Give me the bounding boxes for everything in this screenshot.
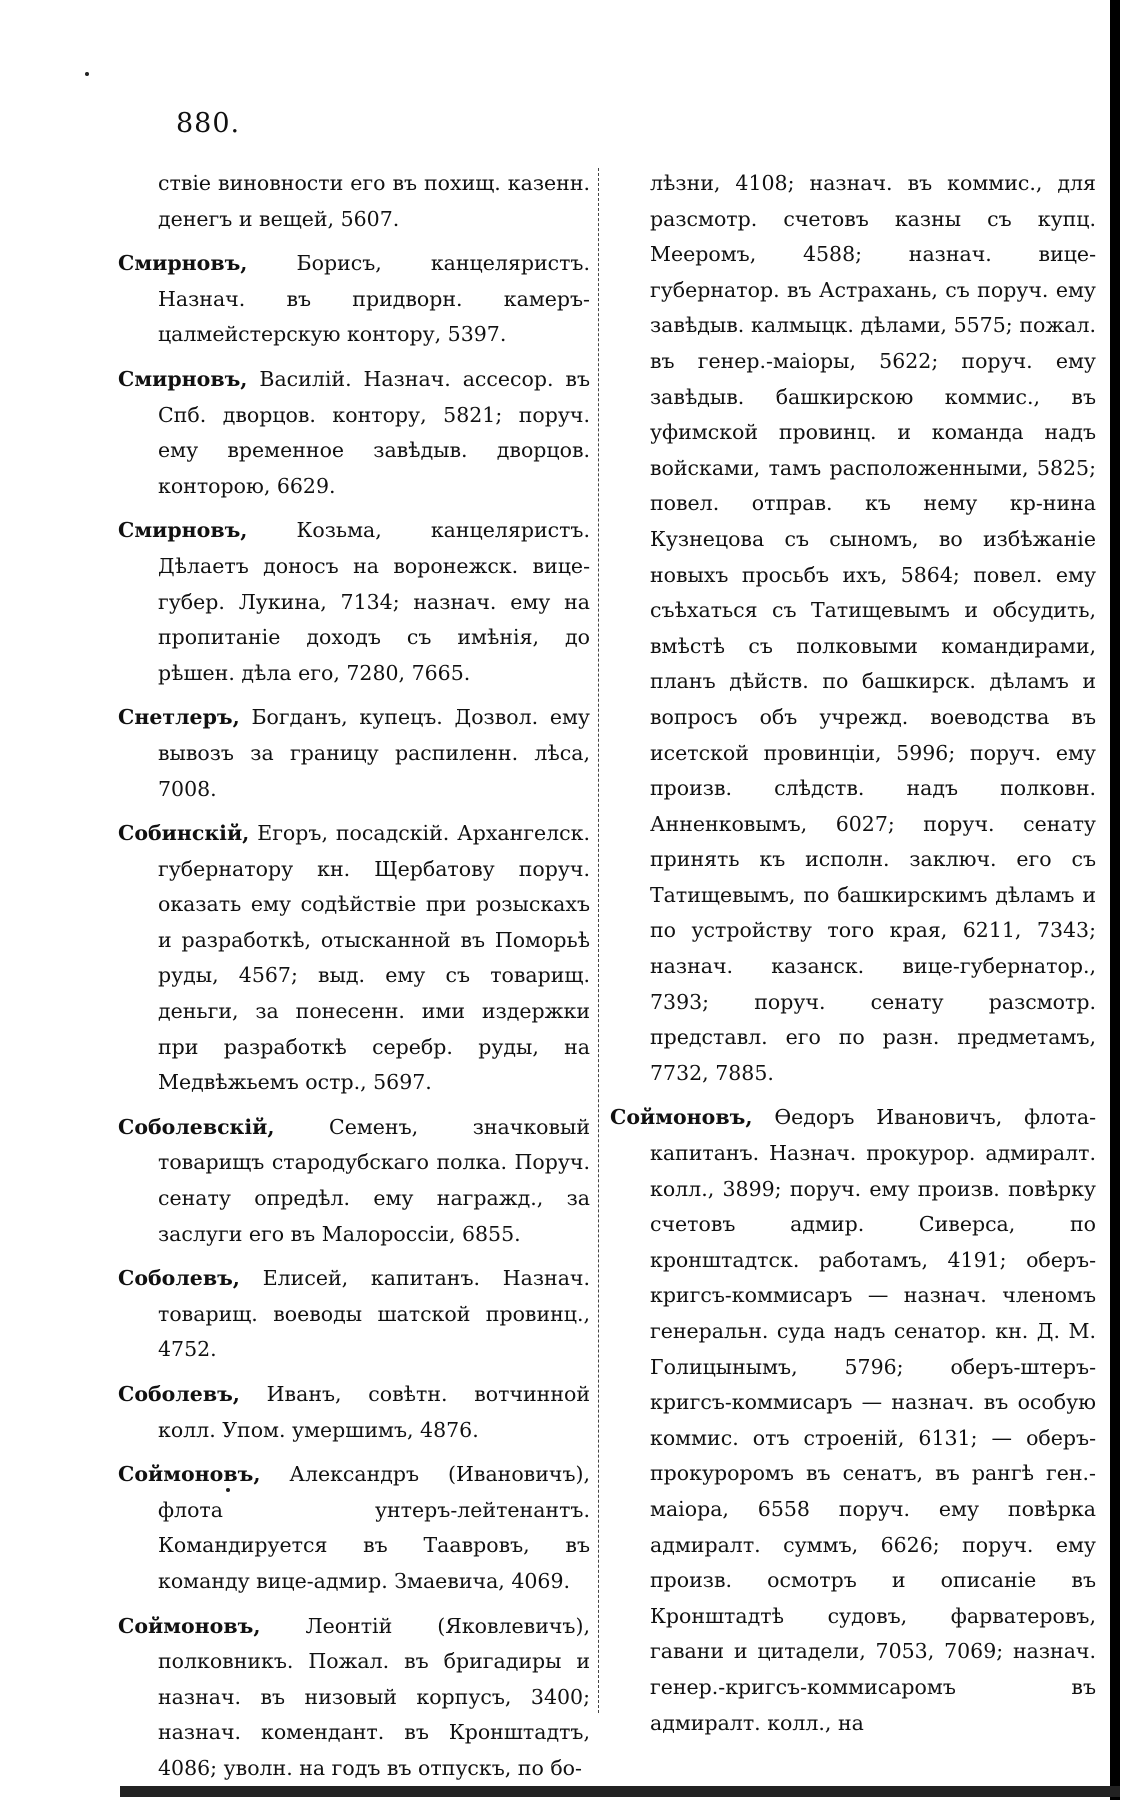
index-entry xyxy=(118,513,590,691)
entry-name: Снетлеръ, xyxy=(118,705,240,730)
scan-speck xyxy=(85,72,89,76)
index-entry xyxy=(118,1609,590,1787)
entry-name: Смирновъ, xyxy=(118,366,248,391)
index-entry xyxy=(118,1110,590,1252)
entry-name: Соболевъ, xyxy=(118,1266,240,1291)
entry-text: Егоръ, посадскій. Архангелск. губернатору кн. Щербатову поруч. оказать ему содѣйствіе при розыскахъ и разработкѣ, отысканной въ Поморьѣ руды, 4567; выд. ему съ товарищ. деньги, за понесенн. ими издержки при разработкѣ серебр. руды, на Медвѣжьемъ остр., 5697. xyxy=(158,821,590,1095)
index-entry xyxy=(118,1457,590,1599)
scan-bottom-edge xyxy=(120,1786,1120,1797)
index-entry: ствіе виновности его въ похищ. казенн. денегъ и вещей, 5607. xyxy=(158,171,590,231)
index-entry xyxy=(118,362,590,504)
index-entry xyxy=(118,816,590,1101)
entry-name: Соболевъ, xyxy=(118,1382,240,1406)
scan-speck xyxy=(226,1488,230,1492)
index-entry xyxy=(118,246,590,353)
entry-name: Соймоновъ, xyxy=(118,1462,261,1487)
entry-name: Соймоновъ, xyxy=(610,1105,753,1130)
right-column xyxy=(610,166,1096,1750)
entry-text: Александръ (Ивановичъ), флота унтеръ-лейтенантъ. Командируется въ Таавровъ, въ команду вице-адмир. Змаевича, 4069. xyxy=(158,1462,590,1593)
entry-name: Смирновъ, xyxy=(118,251,248,276)
entry-text: Иванъ, совѣтн. вотчинной колл. Упом. умершимъ, 4876. xyxy=(158,1382,590,1442)
entry-name: Смирновъ, xyxy=(118,518,248,543)
index-entry xyxy=(118,1377,590,1448)
left-column xyxy=(118,166,590,1796)
index-entry: лѣзни, 4108; назнач. въ коммис., для разсмотр. счетовъ казны съ купц. Мееромъ, 4588; назнач. вице-губернатор. въ Астрахань, съ поруч. ему завѣдыв. калмыцк. дѣлами, 5575; пожал. въ генер.-маіоры, 5622; поруч. ему завѣдыв. башкирскою коммис., въ уфимской провинц. и команда надъ войсками, тамъ расположенными, 5825; повел. отправ. къ нему кр-нина Кузнецова съ сыномъ, во избѣжаніе новыхъ просьбъ ихъ, 5864; повел. ему съѣхаться съ Татищевымъ и обсудить, вмѣстѣ съ полковыми командирами, планъ дѣйств. по башкирск. дѣламъ и вопросъ объ учрежд. воеводства въ исетской провинціи, 5996; поруч. ему произв. слѣдств. надъ полковн. Анненковымъ, 6027; поруч. сенату принять къ исполн. заключ. его съ Татищевымъ, по башкирскимъ дѣламъ и по устройству того края, 6211, 7343; назнач. казанск. вице-губернатор., 7393; поруч. сенату разсмотр. представл. его по разн. предметамъ, 7732, 7885. xyxy=(650,171,1096,1085)
entry-name: Собинскій, xyxy=(118,821,250,846)
entry-text: Козьма, канцеляристъ. Дѣлаетъ доносъ на воронежск. вице-губер. Лукина, 7134; назнач. ему на пропитаніе доходъ съ имѣнія, до рѣшен. дѣла его, 7280, 7665. xyxy=(158,518,590,685)
entry-text: Богданъ, купецъ. Дозвол. ему вывозъ за границу распиленн. лѣса, 7008. xyxy=(158,705,590,801)
entry-name: Соймоновъ, xyxy=(118,1613,261,1638)
entry-name: Соболевскій, xyxy=(118,1114,275,1139)
entry-text: Елисей, капитанъ. Назнач. товарищ. воеводы шатской провинц., 4752. xyxy=(158,1266,590,1362)
entry-text: Борисъ, канцеляристъ. Назнач. въ придворн. камеръ-цалмейстерскую контору, 5397. xyxy=(158,251,590,347)
entry-text: Василій. Назнач. ассесор. въ Спб. дворцов. контору, 5821; поруч. ему временное завѣдыв. дворцов. конторою, 6629. xyxy=(158,366,590,498)
scan-edge xyxy=(1110,0,1120,1800)
entry-text: Леонтій (Яковлевичъ), полковникъ. Пожал. въ бригадиры и назнач. въ низовый корпусъ, 3400; назнач. комендант. въ Кронштадтъ, 4086; уволн. на годъ въ отпускъ, по бо- xyxy=(158,1613,590,1780)
entry-text: Ѳедоръ Ивановичъ, флота-капитанъ. Назнач. прокурор. адмиралт. колл., 3899; поруч. ему произв. повѣрку счетовъ адмир. Сиверса, по кронштадтск. работамъ, 4191; оберъ-кригсъ-коммисаръ — назнач. членомъ генеральн. суда надъ сенатор. кн. Д. М. Голицынымъ, 5796; оберъ-штеръ-кригсъ-коммисаръ — назнач. въ особую коммис. отъ строеній, 6131; — оберъ-прокуроромъ въ сенатъ, въ рангѣ ген.-маіора, 6558 поруч. ему повѣрка адмиралт. суммъ, 6626; поруч. ему произв. осмотръ и описаніе въ Кронштадтѣ судовъ, фарватеровъ, гавани и цитадели, 7053, 7069; назнач. генер.-кригсъ-коммисаромъ въ адмиралт. колл., на xyxy=(650,1105,1096,1735)
index-entry xyxy=(610,1100,1096,1741)
column-divider xyxy=(598,168,599,1713)
index-entry xyxy=(118,700,590,807)
index-entry xyxy=(118,1261,590,1368)
page-number: 880. xyxy=(176,108,241,139)
entry-text: Семенъ, значковый товарищъ стародубскаго полка. Поруч. сенату опредѣл. ему награжд., за заслуги его въ Малороссіи, 6855. xyxy=(158,1114,590,1246)
